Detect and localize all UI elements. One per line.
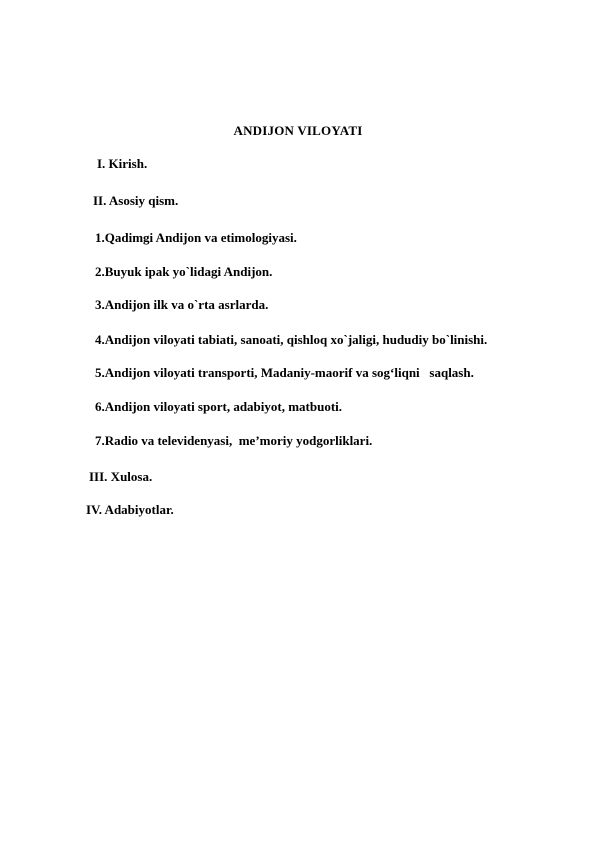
toc-item-adabiyotlar: IV. Adabiyotlar. — [86, 502, 174, 517]
document-title: ANDIJON VILOYATI — [233, 123, 363, 138]
toc-item-1: 1.Qadimgi Andijon va etimologiyasi. — [95, 230, 297, 245]
toc-item-2: 2.Buyuk ipak yo`lidagi Andijon. — [95, 264, 273, 279]
toc-item-5: 5.Andijon viloyati transporti, Madaniy-maorif va sog‘liqni saqlash. — [95, 365, 474, 380]
toc-item-4: 4.Andijon viloyati tabiati, sanoati, qishloq xo`jaligi, hududiy bo`linishi. — [95, 332, 488, 347]
toc-item-xulosa: III. Xulosa. — [89, 469, 153, 484]
toc-item-asosiy-qism: II. Asosiy qism. — [93, 193, 179, 208]
toc-item-3: 3.Andijon ilk va o`rta asrlarda. — [95, 297, 269, 312]
toc-item-6: 6.Andijon viloyati sport, adabiyot, matbuoti. — [95, 399, 343, 414]
toc-item-7: 7.Radio va televidenyasi, me’moriy yodgorliklari. — [95, 433, 373, 448]
toc-item-kirish: I. Kirish. — [97, 156, 148, 171]
